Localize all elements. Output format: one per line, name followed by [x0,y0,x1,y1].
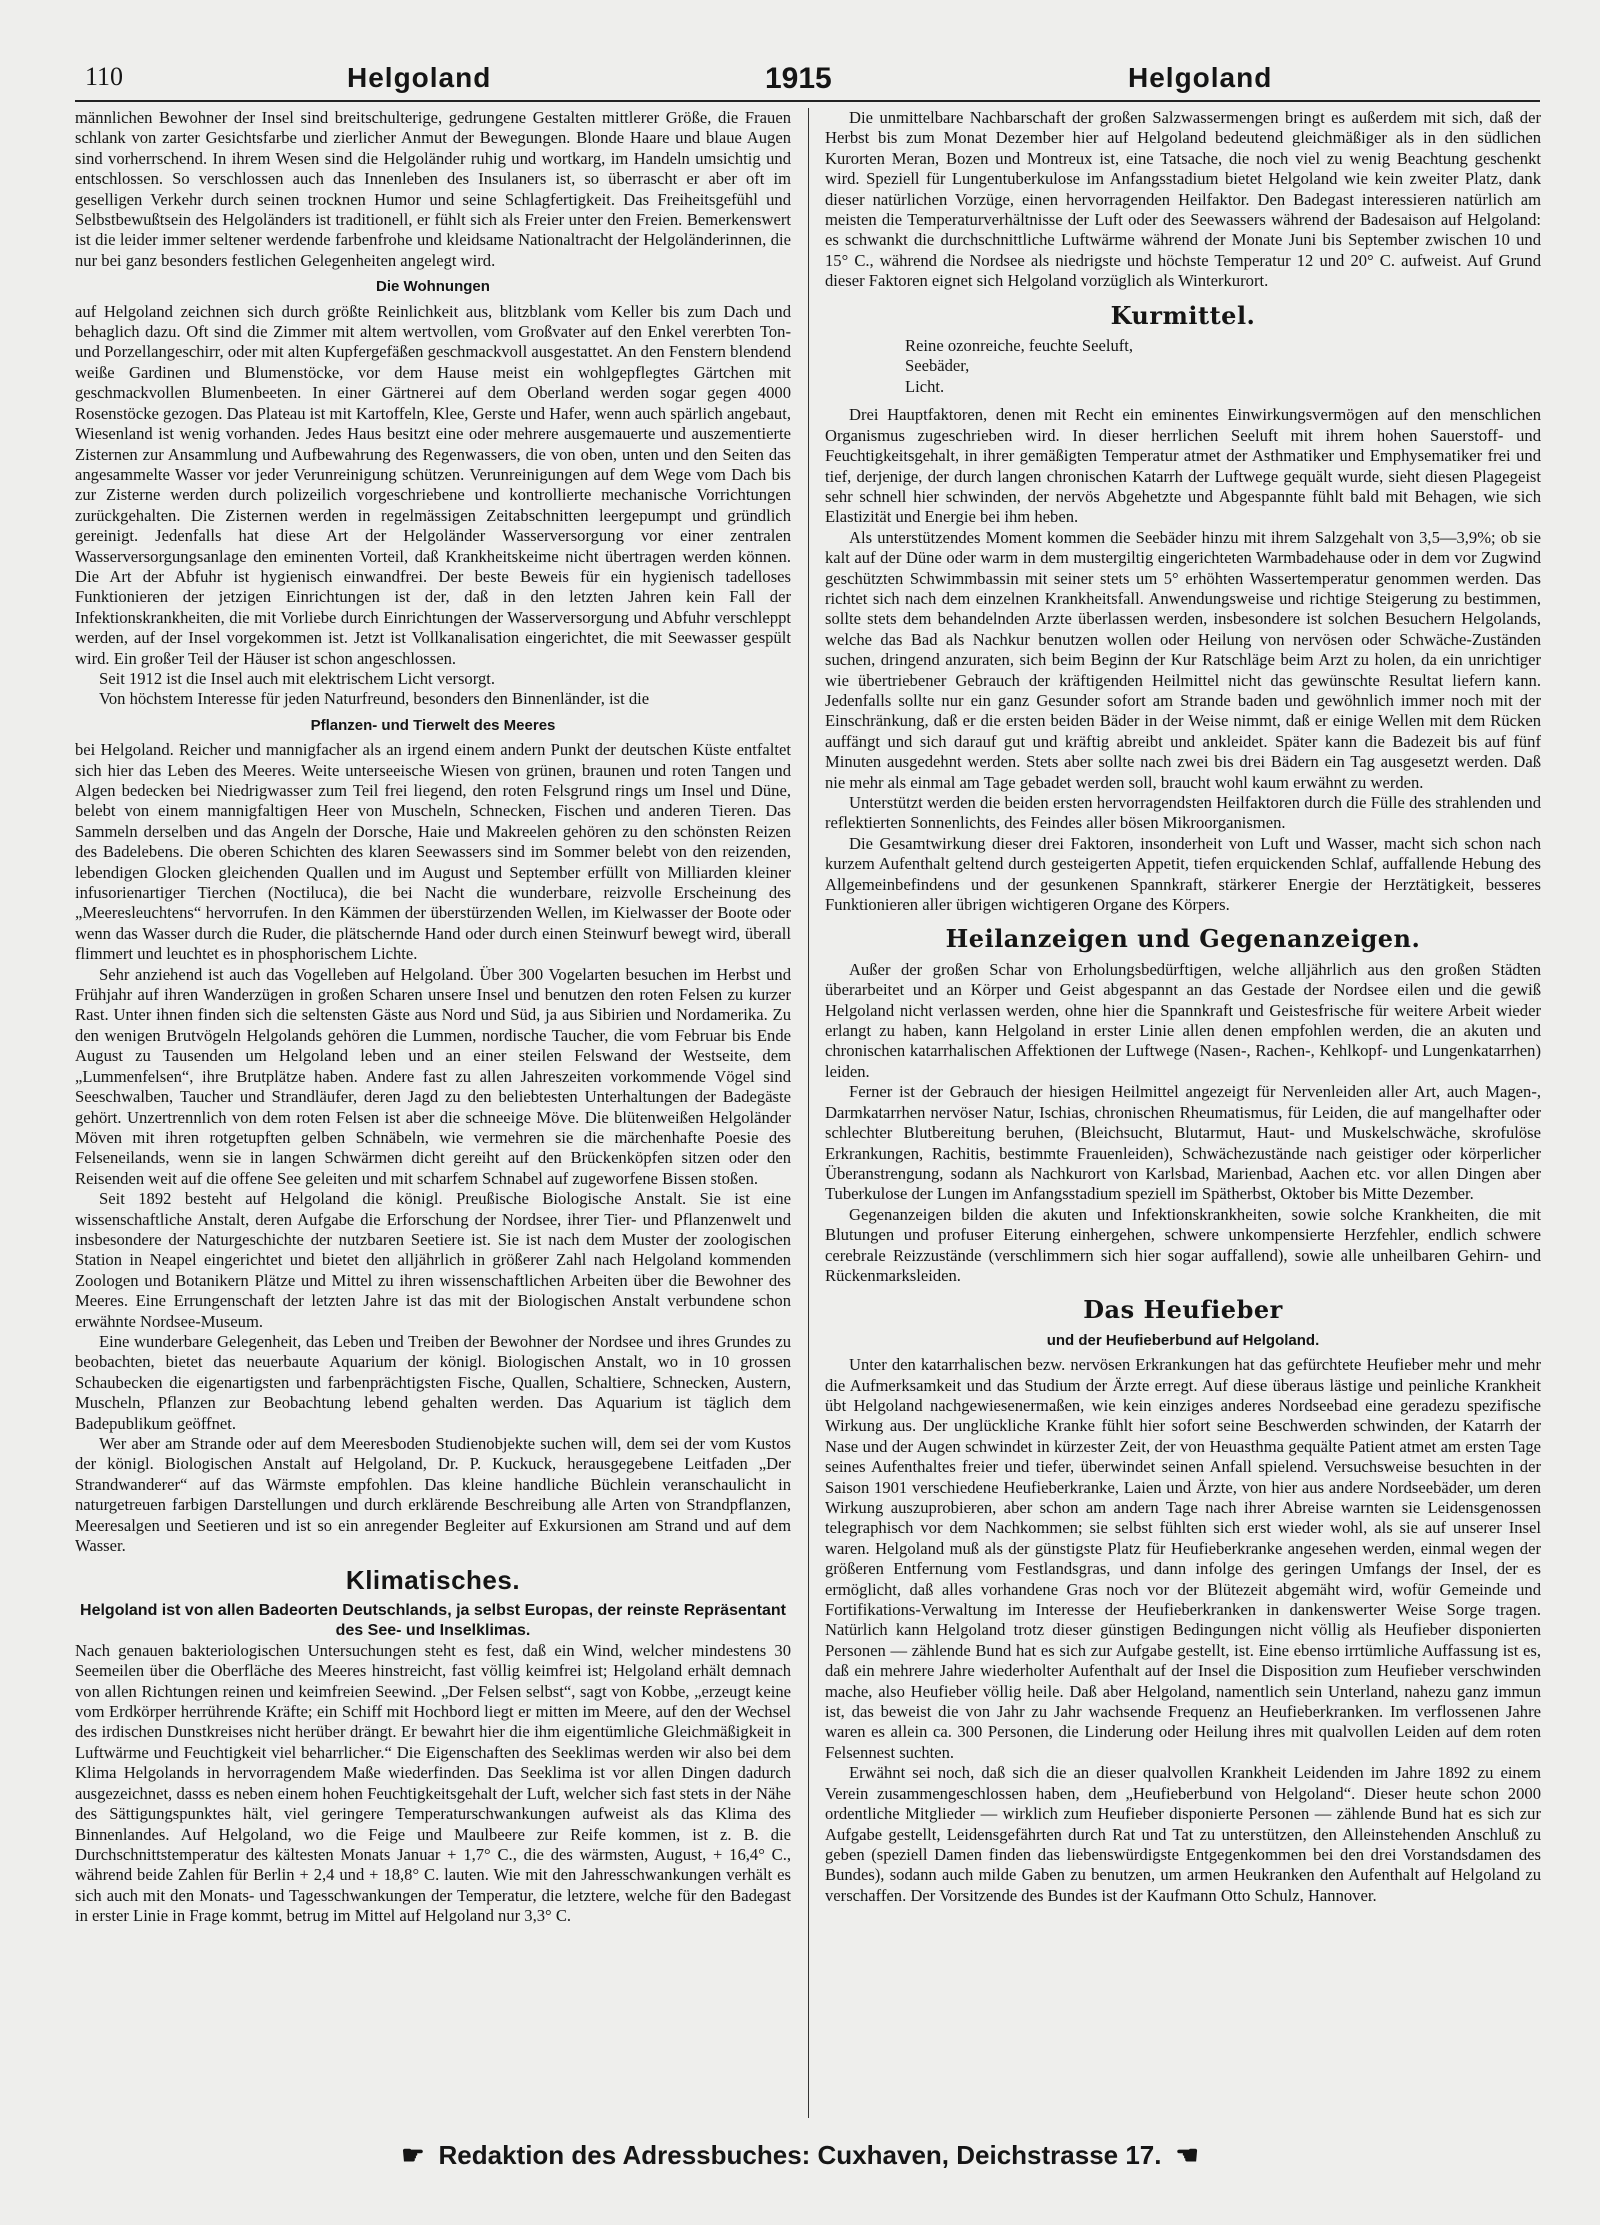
page-number: 110 [85,62,124,91]
text-columns [75,108,1540,2118]
list-item: Licht. [905,376,945,396]
paragraph-bewohner: männlichen Bewohner der Insel sind breitschulterige, gedrungene Gestalten mittlerer Größe, die Frauen schlank von zarter Gesichtsfarbe und zierlicher Anmut der Bewegungen. Blonde Haare und blaue Augen sind vorherrschend. In ihrem Wesen sind die Helgoländer ruhig und wortkarg, im Handeln umsichtig und entschlossen. So verschlossen auch das Innenleben des Insulaners ist, so überrascht er aber oft im geselligen Verkehr durch seinen trocknen Humor und seine Schlagfertigkeit. Das Freiheitsgefühl und Selbstbewußtsein des Helgoländers ist traditionell, er fühlt sich als Freier unter den Freien. Bemerkenswert ist die leider immer seltener werdende farbenfrohe und kleidsame Nationaltracht der Helgoländerinnen, die nur bei ganz besonders festlichen Gelegenheiten angelegt wird. [75,108,791,270]
header-title-right: Helgoland [1128,62,1273,93]
paragraph-strandwanderer: Wer aber am Strande oder auf dem Meeresboden Studienobjekte suchen will, dem sei der vom Kustos der königl. Biologischen Anstalt auf Helgoland, Dr. P. Kuckuck, herausgegebene Leitfaden „Der Strandwanderer“ auf das Wärmste empfohlen. Das kleine handliche Büchlein veranschaulicht in naturgetreuen farbigen Darstellungen und durch erklärende Beschreibung alle Arten von Strandpflanzen, Meeresalgen und Seetieren und ist so ein anregender Begleiter auf Exkursionen am Strand und auf dem Wasser. [75,1434,791,1556]
left-column [75,108,791,2118]
page-footer [0,2140,1600,2171]
heading-wohnungen: Die Wohnungen [376,278,490,296]
klima-lead: Helgoland ist von allen Badeorten Deutschlands, ja selbst Europas, der reinste Repräsentant des See- und Inselklimas. [80,1601,786,1639]
paragraph-licht: Seit 1912 ist die Insel auch mit elektrischem Licht versorgt. [99,668,496,688]
paragraph-vogelleben: Sehr anziehend ist auch das Vogelleben auf Helgoland. Über 300 Vogelarten besuchen im Herbst und Frühjahr auf ihren Wanderzügen in großen Scharen unsere Insel und benutzen den roten Felsen zu kurzer Rast. Unter ihnen finden sich die seltensten Gäste aus Nord und Süd, ja aus Sibirien und Nordamerika. Zu den wenigen Brutvögeln Helgolands gehören die Lummen, nordische Taucher, die vom Februar bis Ende August zu Tausenden um Helgoland leben und an einer steilen Felswand der Westseite, dem „Lummenfelsen“, ihre Brutplätze haben. Andere fast zu allen Jahreszeiten vorkommende Vögel sind Seeschwalben, Taucher und Strandläufer, deren Jagd zu den beliebtesten Unterhaltungen der Badegäste gehört. Unzertrennlich von dem roten Felsen ist aber die schneeige Möve. Die blütenweißen Helgoländer Möven mit ihren rotgetupften gelben Schnäbeln, wie vermehren sie die märchenhafte Poesie des Felseneilands, wenn sie in langen Schwärmen dicht gereiht auf den Brückenköpfen sitzen oder den Reisenden weit auf die offene See geleiten und mit scharfem Schnabel auf zugeworfene Bissen stoßen. [75,964,791,1188]
paragraph-anstalt: Seit 1892 besteht auf Helgoland die königl. Preußische Biologische Anstalt. Sie ist eine wissenschaftliche Anstalt, deren Aufgabe die Erforschung der Nordsee, ihrer Tier- und Pflanzenwelt und insbesondere der Naturgeschichte der nutzbaren Seetiere ist. Sie ist nach dem Muster der zoologischen Station in Neapel eingerichtet und bietet den alljährlich in größerer Zahl nach Helgoland kommenden Zoologen und Botanikern Plätze und Mittel zu ihren wissenschaftlichen Arbeiten über die Bewohner des Meeres. Eine Errungenschaft der letzten Jahre ist das mit der Biologischen Anstalt verbundene schon erwähnte Nordsee-Museum. [75,1189,791,1331]
heading-pflanzen: Pflanzen- und Tierwelt des Meeres [310,716,556,734]
header-year: 1915 [765,62,832,95]
paragraph-heufieberbund: Erwähnt sei noch, daß sich die an dieser qualvollen Krankheit Leidenden im Jahre 1892 zu einem Verein zusammengeschlossen haben, dem „Heufieberbund von Helgoland“. Dieser heute schon 2000 ordentliche Mitglieder — wirklich zum Heufieber disponierte Personen — zählende Bund hat es sich zur Aufgabe gestellt, Leidensgefährten durch Rat und Tat zu unterstützen, den Alleinstehenden Anschluß zu geben (speziell Damen finden das liebenswürdigste Entgegenkommen bei den drei Vorstandsdamen des Bundes), sodann auch milde Gaben zu benutzen, um armen Heukranken den Aufenthalt auf Helgoland zu verschaffen. Der Vorsitzende des Bundes ist der Kaufmann Otto Schulz, Hannover. [825,1763,1541,1905]
kurmittel-list [905,336,1541,397]
column-divider [808,108,809,2118]
paragraph-faktoren: Drei Hauptfaktoren, denen mit Recht ein eminentes Einwirkungsvermögen auf den menschlichen Organismus zugeschrieben wird. In dieser herrlichen Seeluft mit ihrem hohen Sauerstoff- und Feuchtigkeitsgehalt, in ihrer gemäßigten Temperatur atmet der Asthmatiker und Emphysematiker frei und tief, derjenige, der durch langen chronischen Katarrh der Luftwege gequält wurde, sieht diesen Plagegeist sehr schnell hier schwinden, der nervös Abgehetzte und Abgespannte fühlt bald mit Behagen, wie sich Elastizität und Energie bei ihm heben. [825,405,1541,527]
paragraph-sonnenlicht: Unterstützt werden die beiden ersten hervorragendsten Heilfaktoren durch die Fülle des strahlenden und reflektierten Sonnenlichts, des Feindes aller bösen Mikroorganismen. [825,793,1541,833]
heading-heufieber: Das Heufieber [1083,1295,1283,1325]
pointing-hand-right-icon: ☛ [401,2140,425,2170]
heading-kurmittel: Kurmittel. [1110,300,1256,330]
paragraph-interesse: Von höchstem Interesse für jeden Naturfreund, besonders den Binnenländer, ist die [99,689,650,709]
paragraph-heilanzeigen: Außer der großen Schar von Erholungsbedürftigen, welche alljährlich aus den großen Städten überarbeitet und an Körper und Geist abgespannt an das Gestade der Nordsee eilen und die gewiß Helgoland nicht verlassen werden, ohne hier die Spannkraft und Geistesfrische für weitere Arbeit wieder erlangt zu haben, kann Helgoland in erster Linie allen denen empfohlen werden, die an akuten und chronischen katarrhalischen Affektionen der Luftwege (Nasen-, Rachen-, Kehlkopf- und Lungenkatarrhen) leiden. [825,959,1541,1081]
paragraph-gesamtwirkung: Die Gesamtwirkung dieser drei Faktoren, insonderheit von Luft und Wasser, macht sich schon nach kurzem Aufenthalt geltend durch gesteigerten Appetit, tiefen erquickenden Schlaf, auffallende Hebung des Allgemeinbefindens und der gesunkenen Spannkraft, stärkerer Energie der Herztätigkeit, besseres Funktionieren aller übrigen wichtigeren Organe des Körpers. [825,833,1541,915]
paragraph-seebaeder: Als unterstützendes Moment kommen die Seebäder hinzu mit ihrem Salzgehalt von 3,5—3,9%; ob sie kalt auf der Düne oder warm in dem mustergiltig eingerichteten Warmbadehause oder in dem vor Zugwind geschützten Schwimmbassin mit seiner stets um 5° erhöhten Wassertemperatur genommen werden. Das richtet sich nach dem einzelnen Krankheitsfall. Anwendungsweise und richtige Steigerung zu bestimmen, sollte stets dem behandelnden Arzte überlassen werden, insbesondere ist solchen Besuchern Helgolands, welche das Bad als Nachkur benutzen wollen oder Heilung von nervösen oder Schwäche-Zuständen suchen, dringend anzuraten, sich beim Beginn der Kur Ratschläge beim Arzt zu holen, da ein unrichtiger wie übertriebener Gebrauch der kräftigenden Heilmittel nicht das gewünschte Resultat liefern kann. Jedenfalls sollte nur ein ganz Gesunder sofort am Strande baden und gewöhnlich immer noch mit der Einschränkung, daß er die ersten beiden Bäder in der Weise nimmt, daß er einige Wellen mit dem Rücken auffängt und sich darauf gut und kräftig abreibt und ankleidet. Später kann die Badezeit bis auf fünf Minuten ausgedehnt werden. Stets aber sollte nach zwei bis drei Bädern ein Tag ausgesetzt werden. Daß nie mehr als einmal am Tage gebadet werden soll, braucht wohl kaum erwähnt zu werden. [825,527,1541,792]
list-item: Reine ozonreiche, feuchte Seeluft, [905,336,1134,356]
heading-heufieber-sub: und der Heufieberbund auf Helgoland. [1046,1331,1320,1349]
paragraph-aquarium: Eine wunderbare Gelegenheit, das Leben und Treiben der Bewohner der Nordsee und ihres Grundes zu beobachten, bietet das neuerbaute Aquarium der königl. Biologischen Anstalt, wo in 10 grossen Schaubecken die eigenartigsten und farbenprächtigsten Fische, Quallen, Schaltiere, Schnecken, Austern, Muscheln, Pflanzen zur Beobachtung lebend gehalten werden. Das Aquarium ist täglich dem Badepublikum geöffnet. [75,1331,791,1433]
paragraph-klima: Nach genauen bakteriologischen Untersuchungen steht es fest, daß ein Wind, welcher mindestens 30 Seemeilen über die Oberfläche des Meeres hinstreicht, fast völlig keimfrei ist; Helgoland erhält demnach von allen Richtungen reinen und keimfreien Seewind. „Der Felsen selbst“, sagt von Kobbe, „erzeugt keine vom Erdkörper herrührende Kräfte; ein Schiff mit Hochbord liegt er mitten im Meere, auf den der Wechsel des irdischen Dunstkreises nicht herüber drängt. Er bewahrt hier die ihm eigentümliche Gleichmäßigkeit in Luftwärme und Feuchtigkeit viel beharrlicher.“ Die Eigenschaften des Seeklimas werden wir also bei dem Klima Helgolands in hervorragendem Maße wiederfinden. Das Seeklima ist vor allen Dingen dadurch ausgezeichnet, dasss es neben einem hohen Feuchtigkeitsgehalt der Luft, welcher sich fast stets in der Nähe des Sättigungspunktes hält, viel geringere Temperaturschwankungen aufweist als das Klima des Binnenlandes. Auf Helgoland, wo die Feige und Maulbeere zur Reife kommen, ist z. B. die Durchschnittstemperatur des kältesten Monats Januar + 1,7° C., die des wärmsten, August, + 16,4° C., während beide Zahlen für Berlin + 2,4 und + 18,8° C. lauten. Wie mit den Jahresschwankungen verhält es sich auch mit den Monats- und Tagesschwankungen der Temperatur, die letztere, welche für den Badegast in erster Linie in Frage kommt, betrug im Mittel auf Helgoland nur 3,3° C. [75,1640,791,1926]
footer-text: Redaktion des Adressbuches: Cuxhaven, Deichstrasse 17. [438,2140,1162,2170]
paragraph-ferner: Ferner ist der Gebrauch der hiesigen Heilmittel angezeigt für Nervenleiden aller Art, auch Magen-, Darmkatarrhen nervöser Natur, Ischias, chronischen Rheumatismus, für Leiden, die auf mangelhafter oder schlechter Blutbereitung beruhen, (Bleichsucht, Blutarmut, Haut- und Muskelschwäche, skrofulöse Erkrankungen, Rachitis, bestimmte Frauenleiden), Schwächezustände nach geistiger oder körperlicher Überanstrengung, sodann als Nachkurort von Karlsbad, Marienbad, Aachen etc. vor allen Dingen aber Tuberkulose der Lungen im Anfangsstadium speziell im Spätherbst, Oktober bis Mitte Dezember. [825,1082,1541,1204]
paragraph-heufieber: Unter den katarrhalischen bezw. nervösen Erkrankungen hat das gefürchtete Heufieber mehr und mehr die Aufmerksamkeit und das Studium der Ärzte erregt. Auf diese überaus lästige und peinliche Krankheit übt Helgoland nachgewiesenermaßen, wie kein einziges anderes Nordseebad eine geradezu spezifische Wirkung aus. Der unglückliche Kranke fühlt hier sofort seine Beschwerden schwinden, der Katarrh der Nase und der Augen schwindet in kürzester Zeit, der von Heuasthma gequälte Patient atmet am ersten Tage seines Aufenthaltes freier und tiefer, überwindet seinen Anfall spielend. Versuchsweise besuchten in der Saison 1901 verschiedene Heufieberkranke, Laien und Ärzte, von hier aus andere Nordseebäder, um deren Wirkung auszuprobieren, aber schon am andern Tage nach ihrer Abreise warnten sie Leidensgenossen telegraphisch vor dem Nachkommen; sie selbst fühlten sich erst wieder wohl, als sie auf unserer Insel waren. Helgoland muß als der günstigste Platz für Heufieberkranke angesehen werden, einmal wegen der größeren Entfernung vom Festlandsgras, und dann infolge des geringen Umfangs der Insel, der es ermöglicht, daß alles vorhandene Gras noch vor der Blütezeit abgemäht wird, wofür Gemeinde und Fortifikations-Verwaltung im Interesse der Heufieberkranken in dankenswerter Weise Sorge tragen. Natürlich kann Helgoland trotz dieser günstigen Bedingungen nicht völlig als Heufieber disponierten Personen — zählende Bund hat es sich zur Aufgabe gestellt, ist. Eine ebenso irrtümliche Auffassung ist es, daß ein mehrere Jahre wiederholter Aufenthalt auf der Insel die Disposition zum Heufieber verschwinden mache, also Heufieber völlig heile. Daß aber Helgoland, namentlich sein Unterland, nahezu ganz immun ist, das beweist die von Jahr zu Jahr wachsende Frequenz an Heufieberkranken. Im verflossenen Jahre waren es allein ca. 300 Personen, die Linderung oder Heilung ihres mit qualvollen Leiden auf dem roten Felsennest suchten. [825,1355,1541,1762]
page-header [75,50,1540,102]
paragraph-wohnungen: auf Helgoland zeichnen sich durch größte Reinlichkeit aus, blitzblank vom Keller bis zum Dach und behaglich dazu. Oft sind die Zimmer mit altem wertvollen, vom Großvater auf den Enkel vererbten Ton- und Porzellangeschirr, oder mit alten Kupfergefäßen geschmackvoll ausgestattet. An den Fenstern blendend weiße Gardinen und Blumenstöcke, vor dem Hause meist ein wohlgepflegtes Gärtchen mit geschmackvollen Blumenbeeten. In einer Gärtnerei auf dem Oberland werden sogar gegen 4000 Rosenstöcke gezogen. Das Plateau ist mit Kartoffeln, Klee, Gerste und Hafer, wenn auch spärlich angebaut, Wiesenland ist wenig vorhanden. Jedes Haus besitzt eine oder mehrere ausgemauerte und auszementierte Zisternen zur Ansammlung und Aufbewahrung des Regenwassers, die von oben, unten und den Seiten das angesammelte Wasser vor jeder Verunreinigung schützen. Verunreinigungen auf dem Wege vom Dach bis zur Zisterne werden durch polizeilich vorgeschriebene und kontrollierte mechanische Vorrichtungen zurückgehalten. Die Zisternen werden in regelmässigen Zeitabschnitten leergepumpt und gründlich gereinigt. Jedenfalls hat diese Art der Helgoländer Wasserversorgung vor einer zentralen Wasserversorgungsanlage den eminenten Vorteil, daß Krankheitskeime nicht übertragen werden können. Die Art der Abfuhr ist hygienisch einwandfrei. Der beste Beweis für ein hygienisch tadelloses Funktionieren der jetzigen Einrichtungen ist der, daß in den letzten Jahren kein Fall der Infektionskrankheiten, die mit Vorliebe durch Einrichtungen der Wasserversorgung und Abfuhr verschleppt werden, auf der Insel vorgekommen ist. Jetzt ist Vollkanalisation eingerichtet, die mit Seewasser gespült wird. Ein großer Teil der Häuser ist schon angeschlossen. [75,301,791,668]
header-title-left: Helgoland [347,62,492,93]
heading-klimatisches: Klimatisches. [345,1565,521,1596]
paragraph-nachbarschaft: Die unmittelbare Nachbarschaft der großen Salzwassermengen bringt es außerdem mit sich, daß der Herbst bis zum Monat Dezember hier auf Helgoland bedeutend gleichmäßiger als in den südlichen Kurorten Meran, Bozen und Montreux ist, eine Tatsache, die noch viel zu wenig Beachtung geschenkt wird. Speziell für Lungentuberkulose im Anfangsstadium bietet Helgoland wie kein zweiter Platz, dank dieser natürlichen Vorzüge, einen hervorragenden Heilfaktor. Den Badegast interessieren natürlich am meisten die Temperaturverhältnisse der Luft oder des Seewassers während der Badesaison auf Helgoland: es schwankt die durchschnittliche Luftwärme während der Monate Juni bis September zwischen 10 und 15° C., während die Nordsee als niedrigste und höchste Temperatur 12 und 20° C. aufweist. Auf Grund dieser Faktoren eignet sich Helgoland vorzüglich als Winterkurort. [825,108,1541,291]
heading-heilanzeigen: Heilanzeigen und Gegenanzeigen. [945,924,1421,954]
pointing-hand-left-icon: ☚ [1175,2140,1199,2170]
paragraph-gegenanzeigen: Gegenanzeigen bilden die akuten und Infektionskrankheiten, sowie solche Krankheiten, die mit Blutungen und profuser Eiterung einhergehen, schwere unkompensierte Herzfehler, endlich schwere cerebrale Reizzustände (verschlimmern sich hier sogar auffallend), sowie alle unheilbaren Gehirn- und Rückenmarksleiden. [825,1204,1541,1285]
paragraph-pflanzen: bei Helgoland. Reicher und mannigfacher als an irgend einem andern Punkt der deutschen Küste entfaltet sich hier das Leben des Meeres. Weite unterseeische Wiesen von grünen, braunen und roten Tangen und Algen bedecken bei Niedrigwasser zum Teil frei liegend, den roten Felsgrund rings um Insel und Düne, belebt von einem mannigfaltigen Heer von Muscheln, Schnecken, Fischen und anderen Tieren. Das Sammeln derselben und das Angeln der Dorsche, Haie und Makreelen gehören zu den schönsten Reizen des Badelebens. Die oberen Schichten des klaren Seewassers sind im Sommer belebt von den reizenden, lebendigen Glocken gleichenden Quallen und im August und September erfüllt von Milliarden kleiner infusorienartiger Tierchen (Noctiluca), die bei Nacht die wunderbare, reizvolle Erscheinung des „Meeresleuchtens“ hervorrufen. In den Kämmen der überstürzenden Wellen, im Kielwasser der Boote oder wenn das Wasser durch die Ruder, die plätschernde Hand oder durch einen Steinwurf bewegt wird, überall flimmert und leuchtet es in phosphorischem Lichte. [75,740,791,964]
right-column [825,108,1541,2118]
list-item: Seebäder, [905,356,970,376]
